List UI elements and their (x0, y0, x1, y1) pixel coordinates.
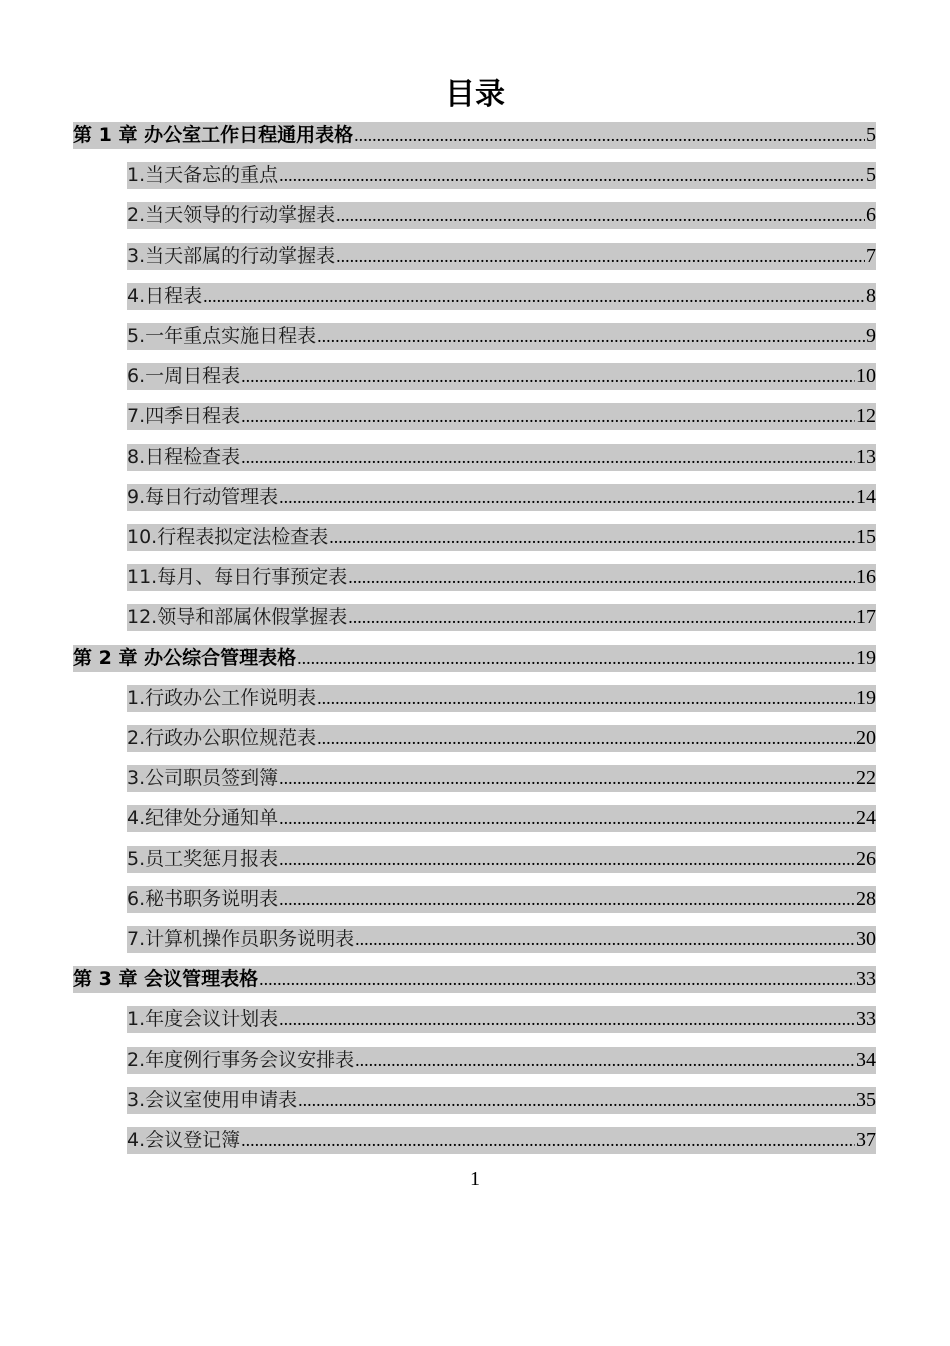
toc-entry-page-number: 17 (856, 606, 876, 628)
toc-entry-page-number: 35 (856, 1089, 876, 1111)
toc-dot-leader (317, 323, 865, 350)
toc-entry-label: 2.行政办公职位规范表 (127, 727, 317, 749)
toc-item-entry[interactable] (127, 1047, 876, 1074)
toc-dot-leader (354, 122, 865, 149)
toc-item-entry[interactable] (127, 403, 876, 430)
toc-dot-leader (329, 524, 855, 551)
toc-entry-page-number: 7 (866, 245, 876, 267)
toc-dot-leader (241, 444, 855, 471)
toc-entry-label: 4.会议登记簿 (127, 1129, 241, 1151)
toc-dot-leader (336, 243, 865, 270)
toc-entry-label: 6.秘书职务说明表 (127, 888, 279, 910)
toc-item-entry[interactable] (127, 685, 876, 712)
toc-dot-leader (279, 846, 855, 873)
toc-entry-label: 1.行政办公工作说明表 (127, 687, 317, 709)
toc-dot-leader (336, 202, 865, 229)
toc-dot-leader (355, 926, 855, 953)
toc-entry-page-number: 5 (866, 164, 876, 186)
toc-entry-label: 5.一年重点实施日程表 (127, 325, 317, 347)
toc-entry-label: 1.当天备忘的重点 (127, 164, 279, 186)
toc-entry-label: 7.计算机操作员职务说明表 (127, 928, 355, 950)
toc-item-entry[interactable] (127, 604, 876, 631)
toc-item-entry[interactable] (127, 926, 876, 953)
toc-entry-page-number: 10 (856, 365, 876, 387)
toc-entry-label: 2.年度例行事务会议安排表 (127, 1049, 355, 1071)
toc-entry-page-number: 19 (856, 687, 876, 709)
toc-entry-label: 第 3 章 会议管理表格 (73, 968, 259, 990)
toc-chapter-entry[interactable] (73, 645, 876, 672)
toc-dot-leader (203, 283, 865, 310)
toc-entry-page-number: 16 (856, 566, 876, 588)
toc-entry-page-number: 33 (856, 968, 876, 990)
toc-item-entry[interactable] (127, 444, 876, 471)
toc-dot-leader (279, 484, 855, 511)
toc-dot-leader (241, 1127, 855, 1154)
toc-entry-page-number: 15 (856, 526, 876, 548)
toc-entry-page-number: 9 (866, 325, 876, 347)
toc-item-entry[interactable] (127, 162, 876, 189)
toc-dot-leader (355, 1047, 855, 1074)
toc-item-entry[interactable] (127, 846, 876, 873)
toc-item-entry[interactable] (127, 805, 876, 832)
toc-entry-page-number: 14 (856, 486, 876, 508)
toc-dot-leader (298, 1087, 855, 1114)
toc-entry-page-number: 19 (856, 647, 876, 669)
toc-entry-page-number: 24 (856, 807, 876, 829)
toc-item-entry[interactable] (127, 363, 876, 390)
toc-dot-leader (241, 363, 855, 390)
toc-dot-leader (297, 645, 855, 672)
toc-item-entry[interactable] (127, 725, 876, 752)
toc-entry-label: 2.当天领导的行动掌握表 (127, 204, 336, 226)
toc-dot-leader (317, 685, 855, 712)
toc-entry-label: 11.每月、每日行事预定表 (127, 566, 348, 588)
toc-item-entry[interactable] (127, 564, 876, 591)
toc-item-entry[interactable] (127, 1127, 876, 1154)
toc-entry-page-number: 28 (856, 888, 876, 910)
toc-entry-label: 1.年度会议计划表 (127, 1008, 279, 1030)
toc-entry-label: 9.每日行动管理表 (127, 486, 279, 508)
toc-entry-label: 3.公司职员签到簿 (127, 767, 279, 789)
toc-entry-label: 7.四季日程表 (127, 405, 241, 427)
toc-item-entry[interactable] (127, 484, 876, 511)
toc-entry-page-number: 12 (856, 405, 876, 427)
toc-item-entry[interactable] (127, 886, 876, 913)
toc-dot-leader (317, 725, 855, 752)
toc-item-entry[interactable] (127, 283, 876, 310)
toc-item-entry[interactable] (127, 323, 876, 350)
toc-item-entry[interactable] (127, 243, 876, 270)
toc-chapter-entry[interactable] (73, 122, 876, 149)
page-title: 目录 (445, 77, 505, 112)
toc-entry-label: 4.纪律处分通知单 (127, 807, 279, 829)
toc-dot-leader (279, 805, 855, 832)
toc-entry-page-number: 37 (856, 1129, 876, 1151)
toc-entry-page-number: 5 (866, 124, 876, 146)
toc-entry-label: 第 2 章 办公综合管理表格 (73, 647, 297, 669)
toc-entry-label: 3.会议室使用申请表 (127, 1089, 298, 1111)
toc-entry-page-number: 6 (866, 204, 876, 226)
toc-item-entry[interactable] (127, 1087, 876, 1114)
toc-item-entry[interactable] (127, 202, 876, 229)
toc-entry-label: 第 1 章 办公室工作日程通用表格 (73, 124, 354, 146)
toc-chapter-entry[interactable] (73, 966, 876, 993)
toc-entry-label: 8.日程检查表 (127, 446, 241, 468)
page-number: 1 (470, 1168, 480, 1190)
toc-entry-label: 3.当天部属的行动掌握表 (127, 245, 336, 267)
toc-dot-leader (241, 403, 855, 430)
toc-entry-label: 12.领导和部属休假掌握表 (127, 606, 348, 628)
toc-entry-page-number: 34 (856, 1049, 876, 1071)
toc-entry-label: 5.员工奖惩月报表 (127, 848, 279, 870)
toc-dot-leader (259, 966, 855, 993)
toc-dot-leader (348, 564, 855, 591)
toc-entry-label: 10.行程表拟定法检查表 (127, 526, 329, 548)
toc-item-entry[interactable] (127, 1006, 876, 1033)
toc-entry-label: 6.一周日程表 (127, 365, 241, 387)
toc-entry-page-number: 30 (856, 928, 876, 950)
toc-dot-leader (279, 765, 855, 792)
toc-entry-page-number: 33 (856, 1008, 876, 1030)
toc-entry-page-number: 8 (866, 285, 876, 307)
toc-entry-page-number: 13 (856, 446, 876, 468)
toc-entry-page-number: 22 (856, 767, 876, 789)
toc-entry-page-number: 20 (856, 727, 876, 749)
toc-dot-leader (348, 604, 855, 631)
toc-entry-label: 4.日程表 (127, 285, 203, 307)
toc-dot-leader (279, 1006, 855, 1033)
toc-item-entry[interactable] (127, 765, 876, 792)
toc-dot-leader (279, 162, 865, 189)
toc-item-entry[interactable] (127, 524, 876, 551)
toc-dot-leader (279, 886, 855, 913)
toc-entry-page-number: 26 (856, 848, 876, 870)
